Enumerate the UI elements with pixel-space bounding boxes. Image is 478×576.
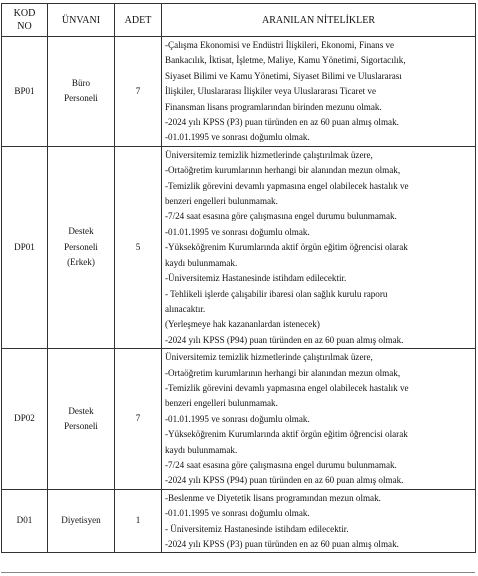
qualification-line: -Temizlik görevini devamlı yapmasına engel olabilecek hastalık ve [165,382,409,393]
position-count: 5 [115,146,162,348]
qualification-line: Finansman lisans programlarından birinden mezunu olmak. [165,101,382,112]
header-code: KOD NO [2,4,48,37]
qualification-line: -01.01.1995 ve sonrası doğumlu olmak. [165,413,310,424]
qualifications-cell [162,37,476,147]
position-title-line: Destek [68,226,94,237]
qualification-line: Bankacılık, İktisat, İşletme, Maliye, Kamu Yönetimi, Sigortacılık, [165,55,406,66]
qualifications-cell [162,146,476,348]
position-title-line: Personeli [64,420,98,431]
qualification-line: kaydı bulunmamak. [165,444,238,455]
position-count: 7 [115,37,162,147]
qualification-line: kaydı bulunmamak. [165,257,238,268]
position-title-line: (Erkek) [67,257,95,268]
qualification-line: Siyaset Bilimi ve Kamu Yönetimi, Siyaset Bilimi ve Uluslararası [165,70,402,81]
qualification-line: -Beslenme ve Diyetetik lisans programından mezun olmak. [165,492,381,503]
qualification-line: -2024 yılı KPSS (P3) puan türünden en az 60 puan almış olmak. [165,117,399,128]
position-code: BP01 [2,37,48,147]
position-code: DP01 [2,146,48,348]
qualification-line: -Çalışma Ekonomisi ve Endüstri İlişkileri, Ekonomi, Finans ve [165,40,395,50]
position-code: D01 [2,489,48,553]
position-title [48,146,115,348]
qualification-line: alınacaktır. [165,303,206,314]
qualification-line: -7/24 saat esasına göre çalışmasına engel durumu bulunmamak. [165,211,397,222]
qualification-line: -01.01.1995 ve sonrası doğumlu olmak. [165,132,310,143]
qualification-line: (Yerleşmeye hak kazananlardan istenecek) [165,319,320,330]
qualifications-cell [162,489,476,553]
qualification-line: -7/24 saat esasına göre çalışmasına engel durumu bulunmamak. [165,459,397,470]
qualification-line: -01.01.1995 ve sonrası doğumlu olmak. [165,226,310,237]
position-title-line: Personeli [64,93,98,104]
qualification-line: -2024 yılı KPSS (P94) puan türünden en az 60 puan almış olmak. [165,475,404,486]
qualification-line: benzeri engelleri bulunmamak. [165,196,278,207]
header-title: ÜNVANI [48,4,115,37]
position-title [48,37,115,147]
position-count: 1 [115,489,162,553]
table-row [2,37,476,147]
position-title [48,349,115,490]
qualification-line: İlişkiler, Uluslararası İlişkiler veya Uluslararası Ticaret ve [165,86,377,97]
position-title-line: Büro [71,78,91,89]
qualification-line: -Ortaöğretim kurumlarının herhangi bir alanından mezun olmak, [165,367,401,378]
page-bottom-rule [1,572,475,573]
qualification-line: - Tehlikeli işlerde çalışabilir ibaresi olan sağlık kurulu raporu [165,288,388,299]
qualification-line: - Üniversitemiz Hastanesinde istihdam edilecektir. [165,523,349,534]
position-count: 7 [115,349,162,490]
position-title-line: Diyetisyen [61,515,101,526]
position-title-line: Personeli [64,241,98,252]
qualification-line: -Ortaöğretim kurumlarının herhangi bir alanından mezun olmak, [165,165,401,176]
header-qualifications: ARANILAN NİTELİKLER [162,4,476,37]
job-requirements-table [1,3,476,553]
qualification-line: -2024 yılı KPSS (P94) puan türünden en az 60 puan almış olmak. [165,334,404,345]
qualification-line: -Temizlik görevini devamlı yapmasına engel olabilecek hastalık ve [165,180,409,191]
table-row [2,489,476,553]
table-row [2,146,476,348]
qualification-line: -01.01.1995 ve sonrası doğumlu olmak. [165,508,310,519]
header-count: ADET [115,4,162,37]
position-title [48,489,115,553]
position-title-line: Destek [68,405,94,416]
qualification-line: -2024 yılı KPSS (P3) puan türünden en az 60 puan almış olmak. [165,539,399,549]
qualification-line: Üniversitemiz temizlik hizmetlerinde çalıştırılmak üzere, [165,352,373,363]
qualification-line: benzeri engelleri bulunmamak. [165,398,278,409]
qualification-line: -Yükseköğrenim Kurumlarında aktif örgün eğitim öğrencisi olarak [165,242,408,253]
qualifications-cell [162,349,476,490]
qualification-line: -Yükseköğrenim Kurumlarında aktif örgün eğitim öğrencisi olarak [165,429,408,440]
position-code: DP02 [2,349,48,490]
table-body [2,37,476,553]
qualification-line: Üniversitemiz temizlik hizmetlerinde çalıştırılmak üzere, [165,149,373,160]
table-header-row [2,4,476,37]
table-row [2,349,476,490]
qualification-line: -Üniversitemiz Hastanesinde istihdam edilecektir. [165,273,347,284]
